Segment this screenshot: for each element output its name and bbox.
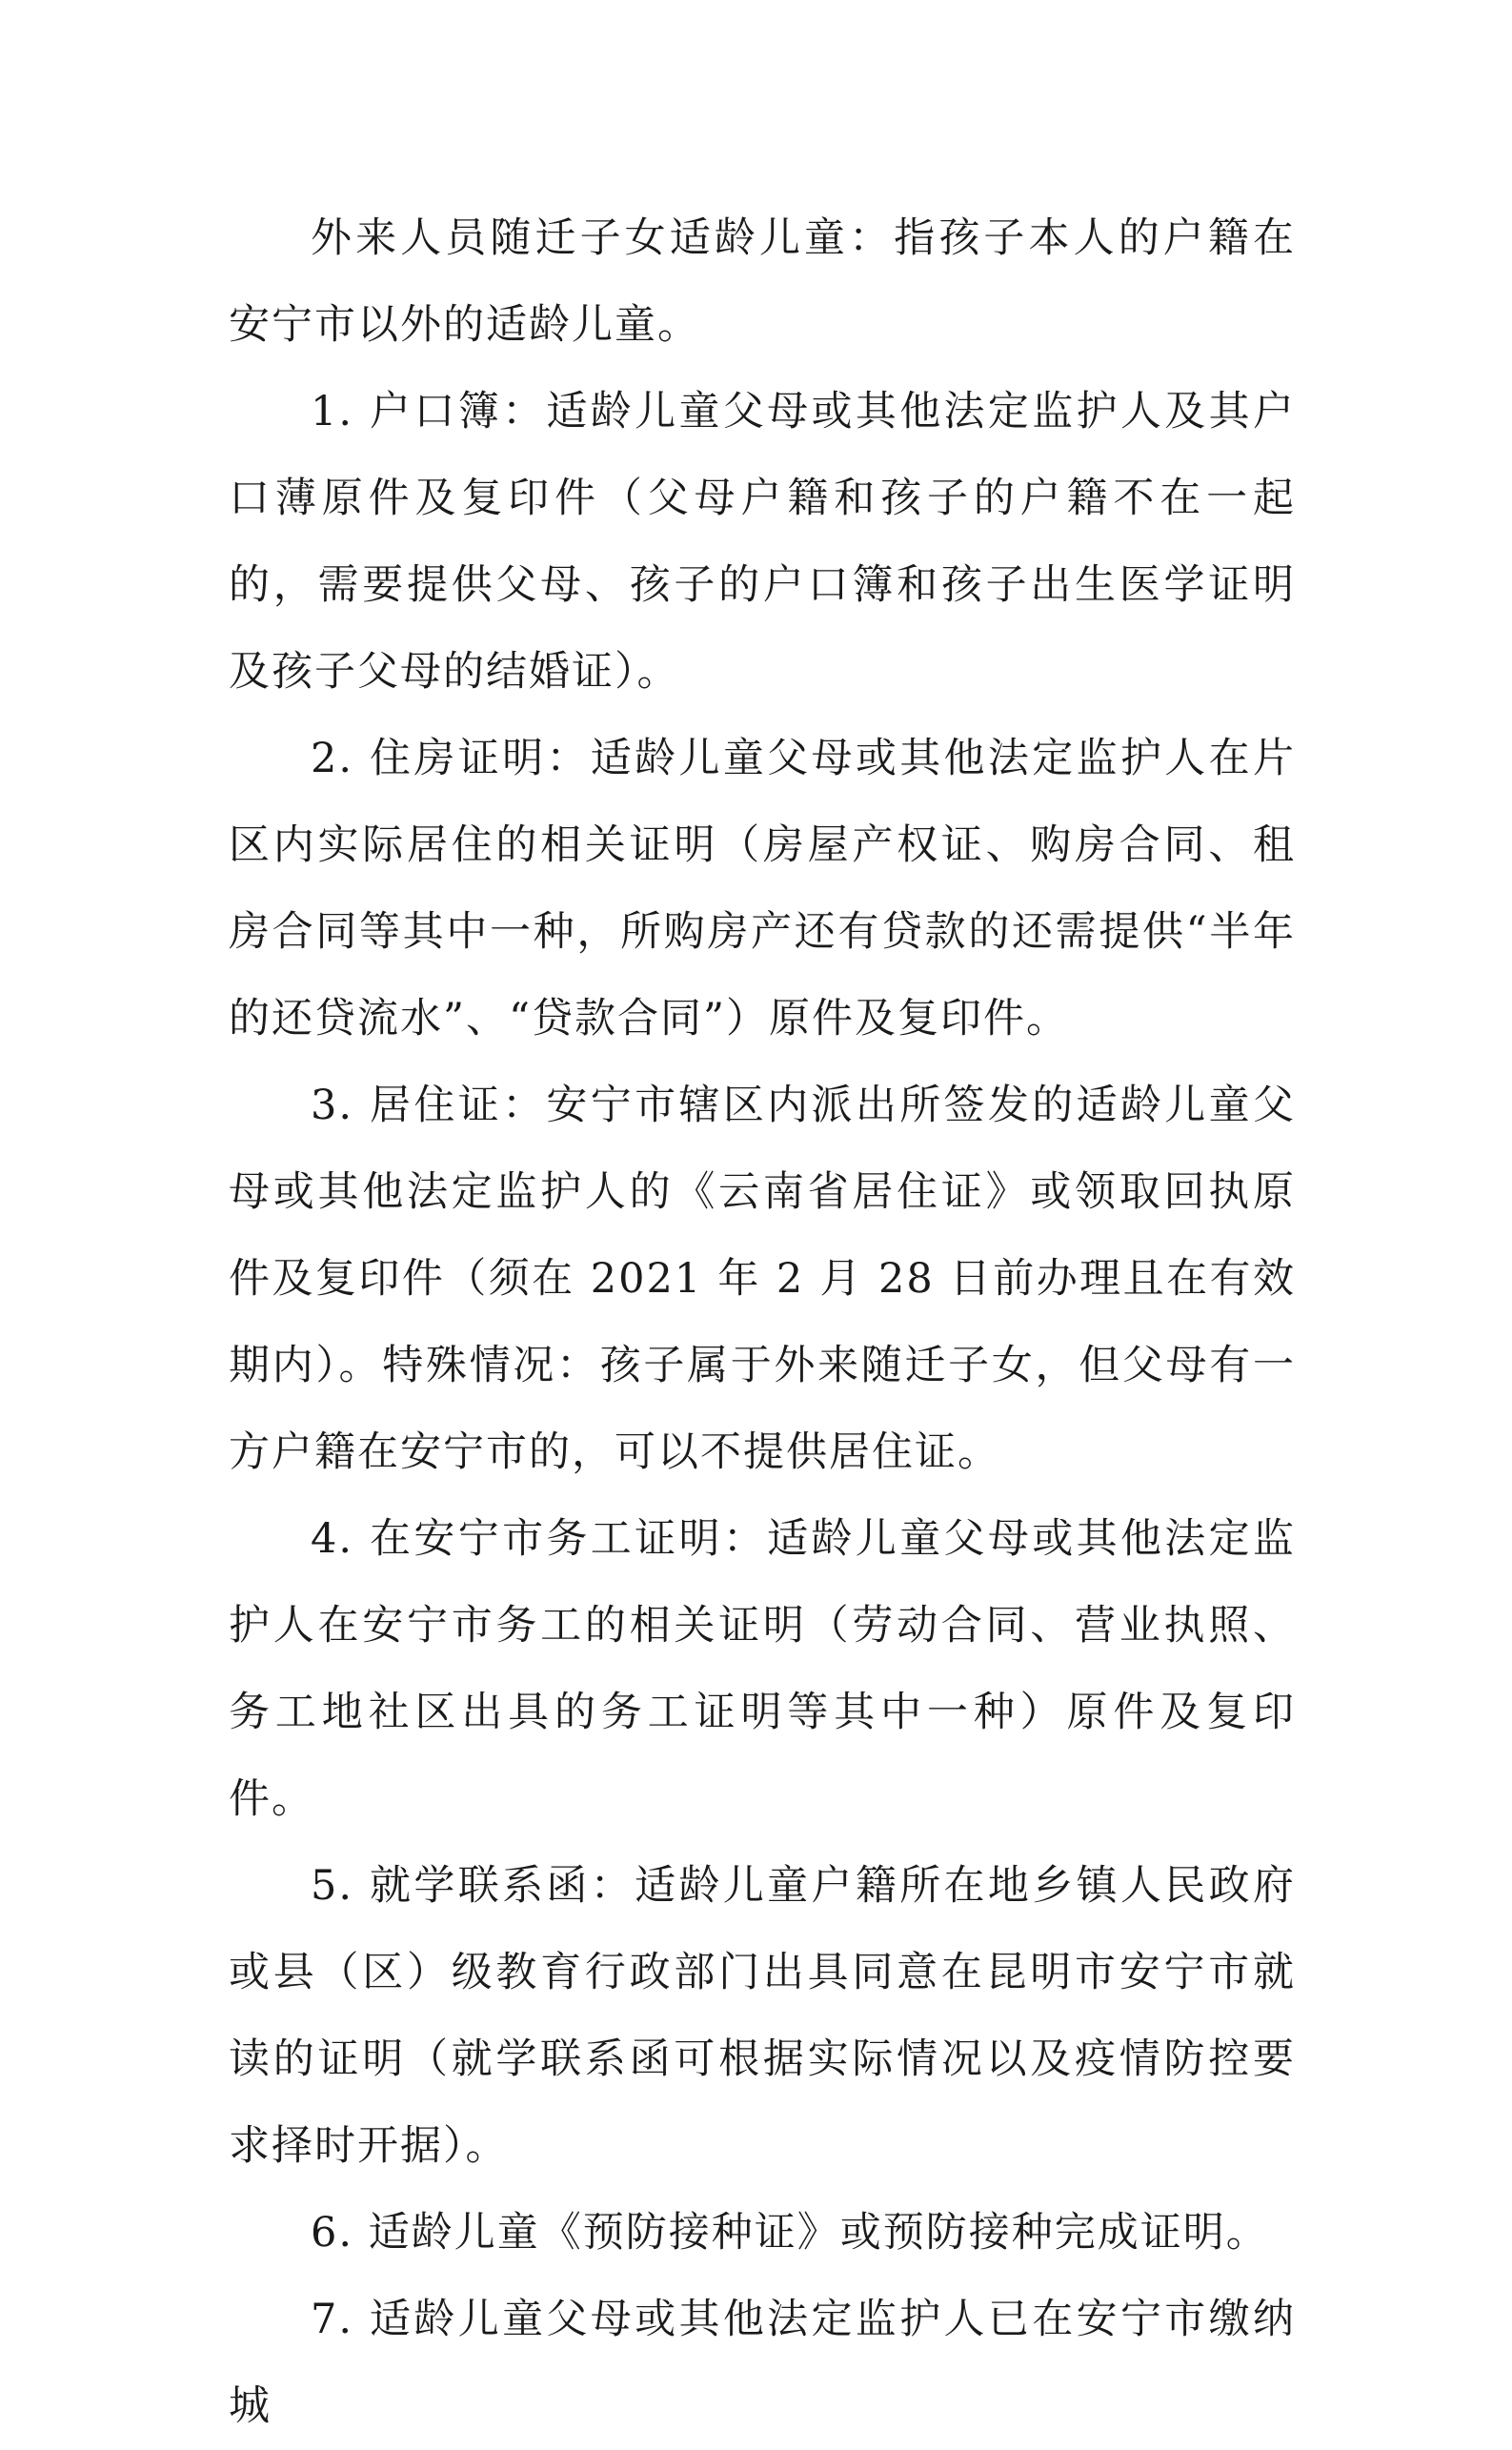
paragraph-item-1: 1. 户口簿：适龄儿童父母或其他法定监护人及其户口薄原件及复印件（父母户籍和孩子的户籍不在一起的，需要提供父母、孩子的户口簿和孩子出生医学证明及孩子父母的结婚证）。 xyxy=(229,388,1296,696)
paragraph-item-5: 5. 就学联系函：适龄儿童户籍所在地乡镇人民政府或县（区）级教育行政部门出具同意在昆明市安宁市就读的证明（就学联系函可根据实际情况以及疫情防控要求择时开据）。 xyxy=(229,1862,1296,2170)
paragraph-item-3: 3. 居住证：安宁市辖区内派出所签发的适龄儿童父母或其他法定监护人的《云南省居住证》或领取回执原件及复印件（须在 2021 年 2 月 28 日前办理且在有效期内）。特殊情况：孩子属于外来随迁子女，但父母有一方户籍在安宁市的，可以不提供居住证。 xyxy=(229,1082,1296,1476)
paragraph-item-4: 4. 在安宁市务工证明：适龄儿童父母或其他法定监护人在安宁市务工的相关证明（劳动合同、营业执照、务工地社区出具的务工证明等其中一种）原件及复印件。 xyxy=(229,1515,1296,1823)
paragraph-definition: 外来人员随迁子女适龄儿童：指孩子本人的户籍在安宁市以外的适龄儿童。 xyxy=(229,214,1296,349)
document-body xyxy=(229,195,1296,2450)
paragraph-item-7: 7. 适龄儿童父母或其他法定监护人已在安宁市缴纳城 xyxy=(229,2296,1296,2430)
paragraph-item-2: 2. 住房证明：适龄儿童父母或其他法定监护人在片区内实际居住的相关证明（房屋产权证、购房合同、租房合同等其中一种，所购房产还有贷款的还需提供“半年的还贷流水”、“贷款合同”）原件及复印件。 xyxy=(229,735,1296,1043)
paragraph-item-6: 6. 适龄儿童《预防接种证》或预防接种完成证明。 xyxy=(311,2209,1269,2257)
